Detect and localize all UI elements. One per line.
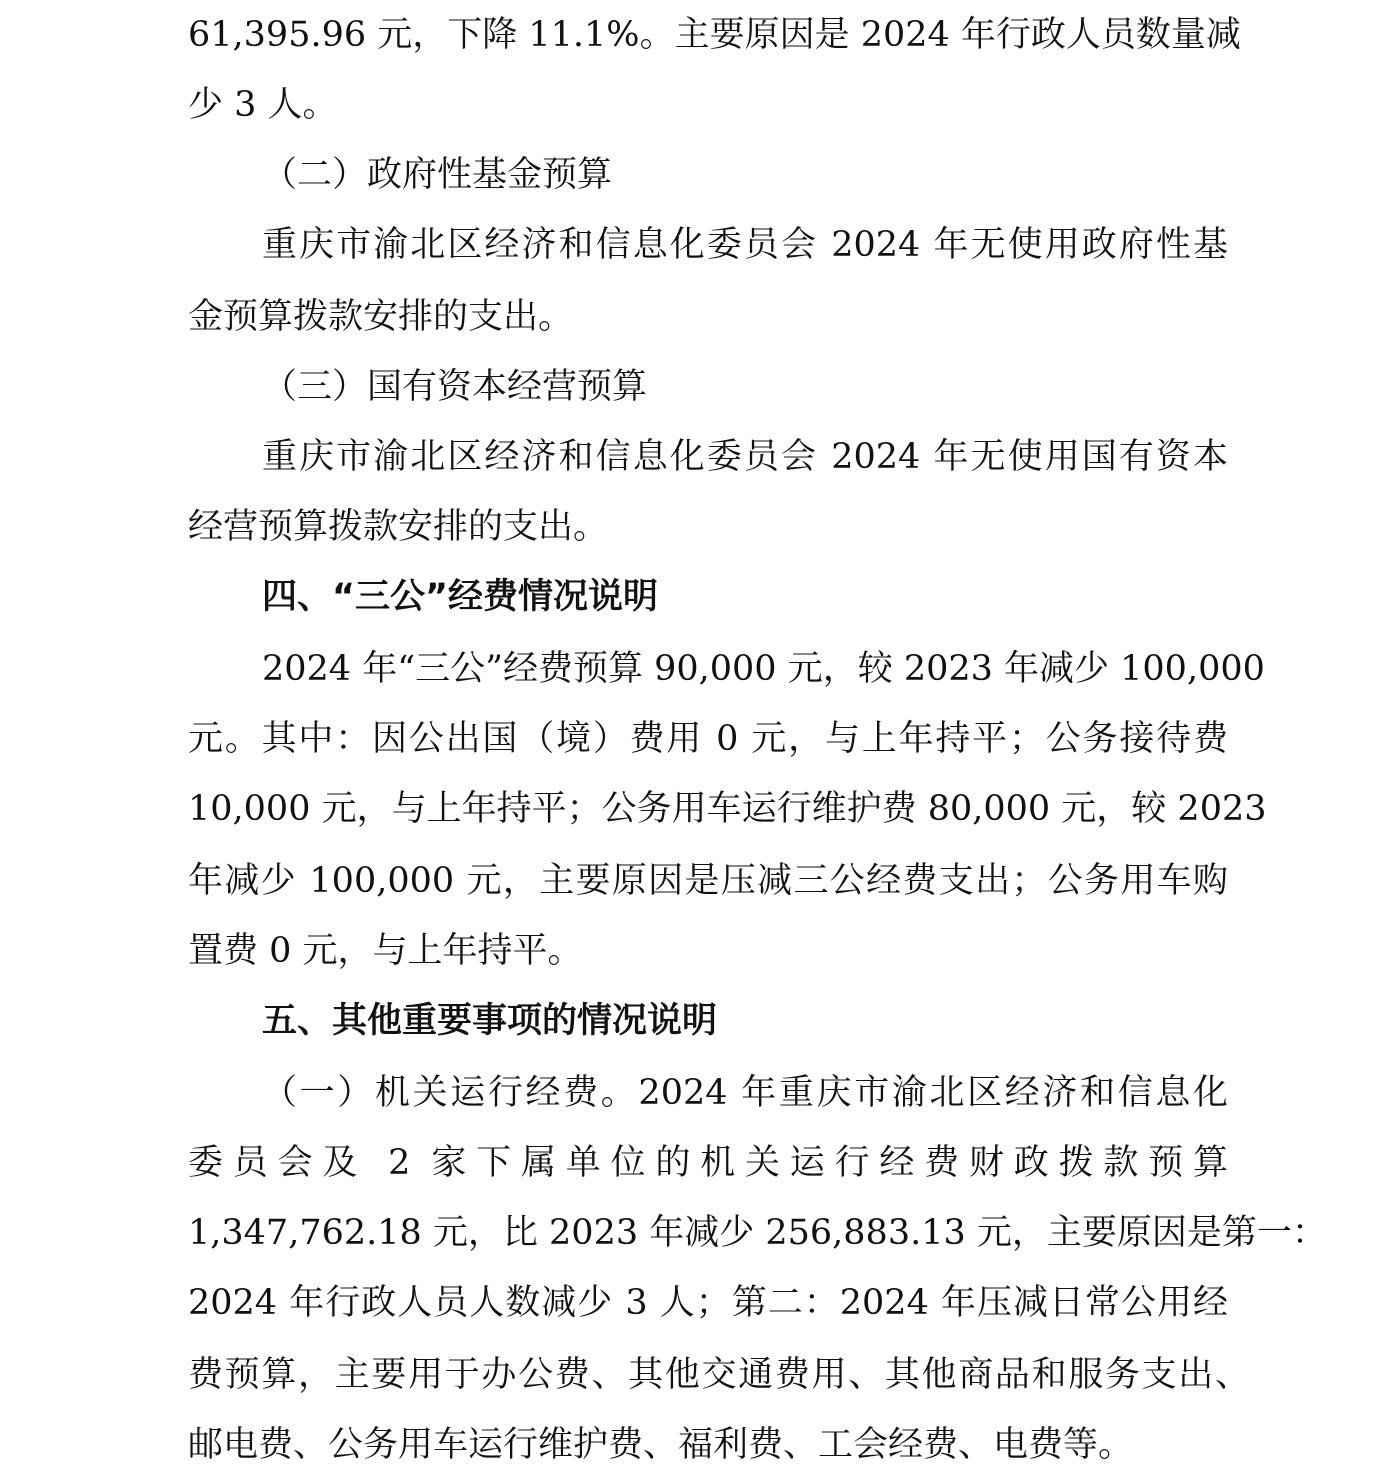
paragraph-state-capital-line-2: 经营预算拨款安排的支出。 (188, 507, 609, 547)
paragraph-gov-fund-line-2: 金预算拨款安排的支出。 (188, 297, 574, 337)
paragraph-operating-costs-line-6: 邮电费、公务用车运行维护费、福利费、工会经费、电费等。 (188, 1425, 1134, 1465)
paragraph-admin-expense-line-2: 少 3 人。 (188, 85, 338, 125)
paragraph-operating-costs-line-2: 委员会及 2 家下属单位的机关运行经费财政拨款预算 (188, 1143, 1228, 1183)
heading-gov-fund-budget: （二）政府性基金预算 (262, 155, 613, 195)
paragraph-sangong-line-1: 2024 年“三公”经费预算 90,000 元，较 2023 年减少 100,000 (262, 649, 1265, 689)
paragraph-sangong-line-3: 10,000 元，与上年持平；公务用车运行维护费 80,000 元，较 2023 (188, 789, 1267, 829)
heading-sangong-expenses: 四、“三公”经费情况说明 (262, 577, 659, 617)
paragraph-operating-costs-line-4: 2024 年行政人员人数减少 3 人；第二：2024 年压减日常公用经 (188, 1283, 1228, 1323)
paragraph-operating-costs-line-3: 1,347,762.18 元，比 2023 年减少 256,883.13 元，主要原因是第一： (188, 1213, 1327, 1253)
paragraph-sangong-line-5: 置费 0 元，与上年持平。 (188, 931, 583, 971)
paragraph-operating-costs-line-5: 费预算，主要用于办公费、其他交通费用、其他商品和服务支出、 (188, 1355, 1250, 1395)
paragraph-gov-fund-line-1: 重庆市渝北区经济和信息化委员会 2024 年无使用政府性基 (262, 225, 1228, 265)
heading-state-capital-budget: （三）国有资本经营预算 (262, 367, 648, 407)
paragraph-sangong-line-4: 年减少 100,000 元，主要原因是压减三公经费支出；公务用车购 (188, 861, 1228, 901)
paragraph-state-capital-line-1: 重庆市渝北区经济和信息化委员会 2024 年无使用国有资本 (262, 437, 1228, 477)
heading-other-important-matters: 五、其他重要事项的情况说明 (262, 1001, 718, 1041)
paragraph-sangong-line-2: 元。其中：因公出国（境）费用 0 元，与上年持平；公务接待费 (188, 719, 1228, 759)
paragraph-operating-costs-line-1: （一）机关运行经费。2024 年重庆市渝北区经济和信息化 (262, 1073, 1228, 1113)
paragraph-admin-expense-line-1: 61,395.96 元，下降 11.1%。主要原因是 2024 年行政人员数量减 (188, 15, 1241, 55)
